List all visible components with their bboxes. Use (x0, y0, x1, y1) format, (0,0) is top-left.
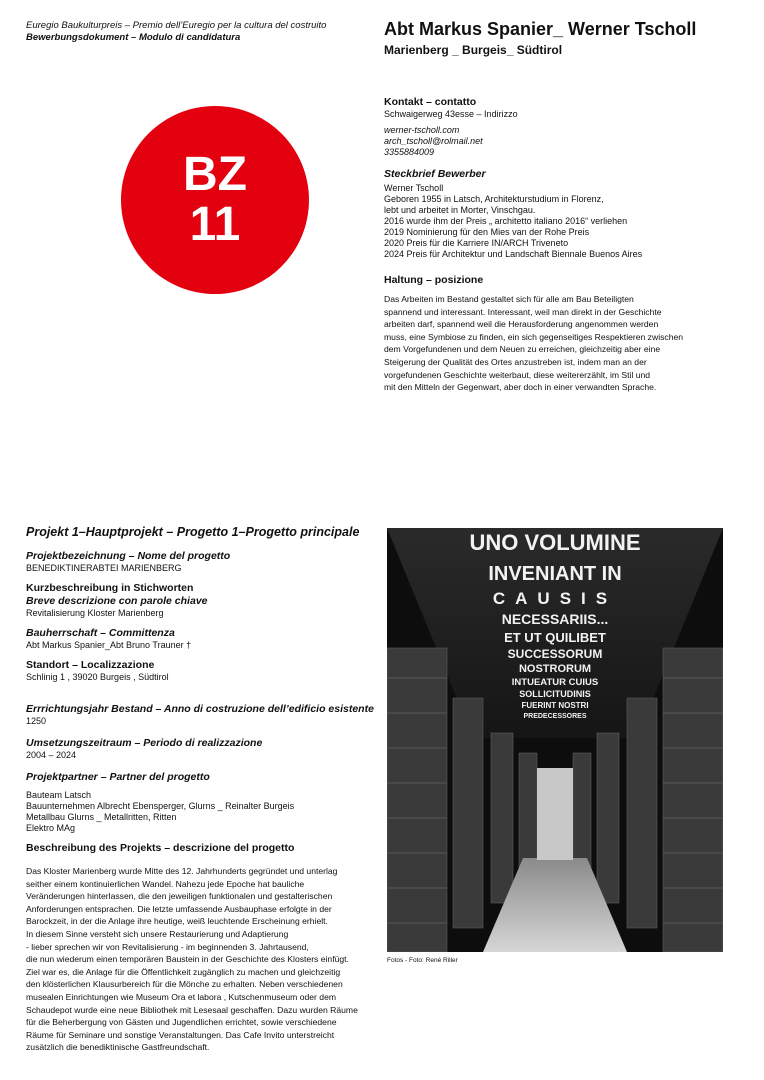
stance-block (384, 274, 756, 394)
location-block (26, 659, 376, 683)
year-block (26, 703, 376, 727)
period-block (26, 737, 376, 761)
profile-line: 2020 Preis für die Karriere IN/ARCH Triveneto (384, 238, 569, 248)
inscription-line: ET UT QUILIBET (504, 630, 606, 645)
year-value: 1250 (26, 716, 47, 726)
application-line: Bewerbungsdokument – Modulo di candidatura (26, 32, 241, 43)
project-name-block (26, 550, 376, 574)
stance-line: Das Arbeiten im Bestand gestaltet sich für alle am Bau Beteiligten (384, 294, 634, 304)
contact-address: Schwaigerweg 43esse – Indirizzo (384, 109, 518, 119)
inscription-line: UNO VOLUMINE (469, 530, 641, 555)
contact-phone: 3355884009 (384, 147, 435, 157)
stance-line: mit den Mitteln der Gegenwart, aber doch in einer verwandten Sprache. (384, 382, 657, 393)
contact-heading: Kontakt – contatto (384, 96, 477, 108)
partners-block (26, 771, 376, 834)
description-line: Schaudepot wurde eine neue Bibliothek mit Lesesaal geschaffen. Dazu wurden Räume (26, 1004, 358, 1015)
applicant-subtitle: Marienberg _ Burgeis_ Südtirol (384, 43, 563, 57)
period-heading: Umsetzungszeitraum – Periodo di realizzazione (26, 737, 263, 749)
client-block (26, 627, 376, 651)
description-line: In diesem Sinne versteht sich unsere Restaurierung und Adaptierung (26, 928, 289, 939)
description-line: zusätzlich die benediktinische Gastfreundschaft. (26, 1042, 210, 1053)
stance-line: vorgefundenen Geschichte weiterbaut, diese weitererzählt, im Stil und (384, 369, 651, 380)
description-line: Ziel war es, die Anlage für die Öffentlichkeit zugänglich zu machen und gleichzeitig (26, 966, 341, 977)
description-line: - lieber sprechen wir von Revitalisierung - im beginnenden 3. Jahrtausend, (26, 941, 309, 952)
description-line: Barockzeit, in der die Anlage ihre heutige, weiß leuchtende Erscheinung erhielt. (26, 916, 328, 927)
profile-line: Geboren 1955 in Latsch, Architekturstudium in Florenz, (384, 194, 604, 204)
inscription-line: SOLLICITUDINIS (519, 689, 591, 699)
partners-heading: Projektpartner – Partner del progetto (26, 771, 210, 783)
description-line: Räume für Seminare und sonstige Veranstaltungen. Das Cafe Invito unterstreicht (26, 1029, 335, 1040)
applicant-title: Abt Markus Spanier_ Werner Tscholl (384, 19, 697, 39)
profile-line: 2019 Nominierung für den Mies van der Rohe Preis (384, 227, 590, 237)
partner-item: Bauunternehmen Albrecht Ebensperger, Glurns _ Reinalter Burgeis (26, 801, 295, 811)
inscription-line: INVENIANT IN (488, 563, 622, 585)
stance-line: spannend und interessant. Interessant, weil man direkt in der Geschichte (384, 306, 662, 317)
photo-caption: Fotos - Foto: René Riller (387, 957, 458, 964)
inscription-line: FUERINT NOSTRI (521, 701, 589, 710)
partner-item: Metallbau Glurns _ Metallritten, Ritten (26, 812, 177, 822)
document-header (26, 20, 356, 44)
description-block (26, 842, 376, 1054)
description-line: Anforderungen entsprachen. Die letzte umfassende Ausbauphase erfolgte in der (26, 903, 332, 914)
project-section (26, 524, 376, 1054)
profile-heading: Steckbrief Bewerber (384, 168, 486, 180)
inscription-line: CAUSIS (492, 589, 618, 608)
library-photo-drawing (387, 528, 723, 952)
inscription-line: NECESSARIIS... (501, 611, 609, 627)
project-name-heading: Projektbezeichnung – Nome del progetto (26, 550, 231, 562)
description-line: Das Kloster Marienberg wurde Mitte des 12. Jahrhunderts gegründet und unterlag (26, 866, 338, 876)
profile-line: 2024 Preis für Architektur und Landschaft Biennale Buenos Aires (384, 249, 643, 259)
contact-block (384, 96, 754, 158)
partners-list (26, 790, 376, 834)
description-text (26, 865, 376, 1054)
description-heading: Beschreibung des Projekts – descrizione del progetto (26, 842, 295, 854)
keywords-heading-it: Breve descrizione con parole chiave (26, 595, 208, 607)
stance-line: muss, eine Symbiose zu finden, ein sich gegenseitiges Respektieren zwischen (384, 331, 684, 342)
prize-line: Euregio Baukulturpreis – Premio dell’Euregio per la cultura del costruito (26, 20, 327, 31)
inscription-line: INTUEATUR CUIUS (511, 677, 599, 688)
inscription-line: NOSTRORUM (518, 663, 592, 675)
project-keywords-block (26, 582, 376, 619)
location-value: Schlinig 1 , 39020 Burgeis , Südtirol (26, 672, 169, 682)
description-line: seither einem kontinuierlichen Wandel. Nahezu jede Epoche hat bauliche (26, 878, 305, 889)
client-value: Abt Markus Spanier_Abt Bruno Trauner † (26, 640, 192, 650)
contact-web: werner-tscholl.com (384, 125, 460, 135)
keywords-value: Revitalisierung Kloster Marienberg (26, 608, 164, 618)
profile-block (384, 168, 754, 260)
description-line: den klösterlichen Klausurbereich für die Mönche zu erhalten. Neben verschiedenen (26, 979, 343, 990)
region-badge (121, 106, 309, 294)
stance-line: Steigerung der Qualität des Ortes anzustreben ist, indem man an der (384, 356, 647, 367)
stance-heading: Haltung – posizione (384, 274, 484, 286)
profile-lines (384, 183, 754, 260)
stance-line: arbeiten darf, spannend weil die Herausforderung angenommen werden (384, 319, 659, 330)
period-value: 2004 – 2024 (26, 750, 77, 760)
partner-item: Bauteam Latsch (26, 790, 92, 800)
location-heading: Standort – Localizzazione (26, 659, 155, 671)
description-line: die nun wiederum einen temporären Baustein in der Geschichte des Klosters einfügt. (26, 954, 349, 965)
description-line: Veränderungen hinterlassen, die den jeweiligen funktionalen und gestalterischen (26, 891, 333, 902)
stance-line: dem Vorgefundenen und dem Neuen zu erreichen, gleichzeitig aber eine (384, 344, 661, 355)
description-line: für die Beherbergung von Gästen und Jugendlichen errichtet, sowie verschiedene (26, 1017, 337, 1028)
profile-line: lebt und arbeitet in Morter, Vinschgau. (384, 205, 536, 215)
project-section-title: Projekt 1–Hauptprojekt – Progetto 1–Progetto principale (26, 525, 360, 539)
description-line: musealen Einrichtungen wie Museum Ora et labora , Kutschenmuseum oder dem (26, 991, 337, 1002)
library-photo (387, 528, 723, 952)
inscription-line: PREDECESSORES (523, 713, 587, 720)
profile-line: Werner Tscholl (384, 183, 444, 193)
project-name-value: BENEDIKTINERABTEI MARIENBERG (26, 563, 182, 573)
year-heading: Errrichtungsjahr Bestand – Anno di costruzione dell’edificio esistente (26, 703, 374, 715)
contact-email: arch_tscholl@rolmail.net (384, 136, 483, 146)
inscription-line: SUCCESSORUM (507, 647, 603, 661)
badge-region-code: BZ (183, 148, 247, 201)
badge-number: 11 (189, 198, 241, 251)
stance-text (384, 293, 756, 394)
partner-item: Elektro MAg (26, 823, 76, 833)
client-heading: Bauherrschaft – Committenza (26, 627, 175, 639)
applicant-header (384, 18, 754, 58)
keywords-heading: Kurzbeschreibung in Stichworten (26, 582, 194, 594)
profile-line: 2016 wurde ihm der Preis „ architetto italiano 2016“ verliehen (384, 216, 628, 226)
